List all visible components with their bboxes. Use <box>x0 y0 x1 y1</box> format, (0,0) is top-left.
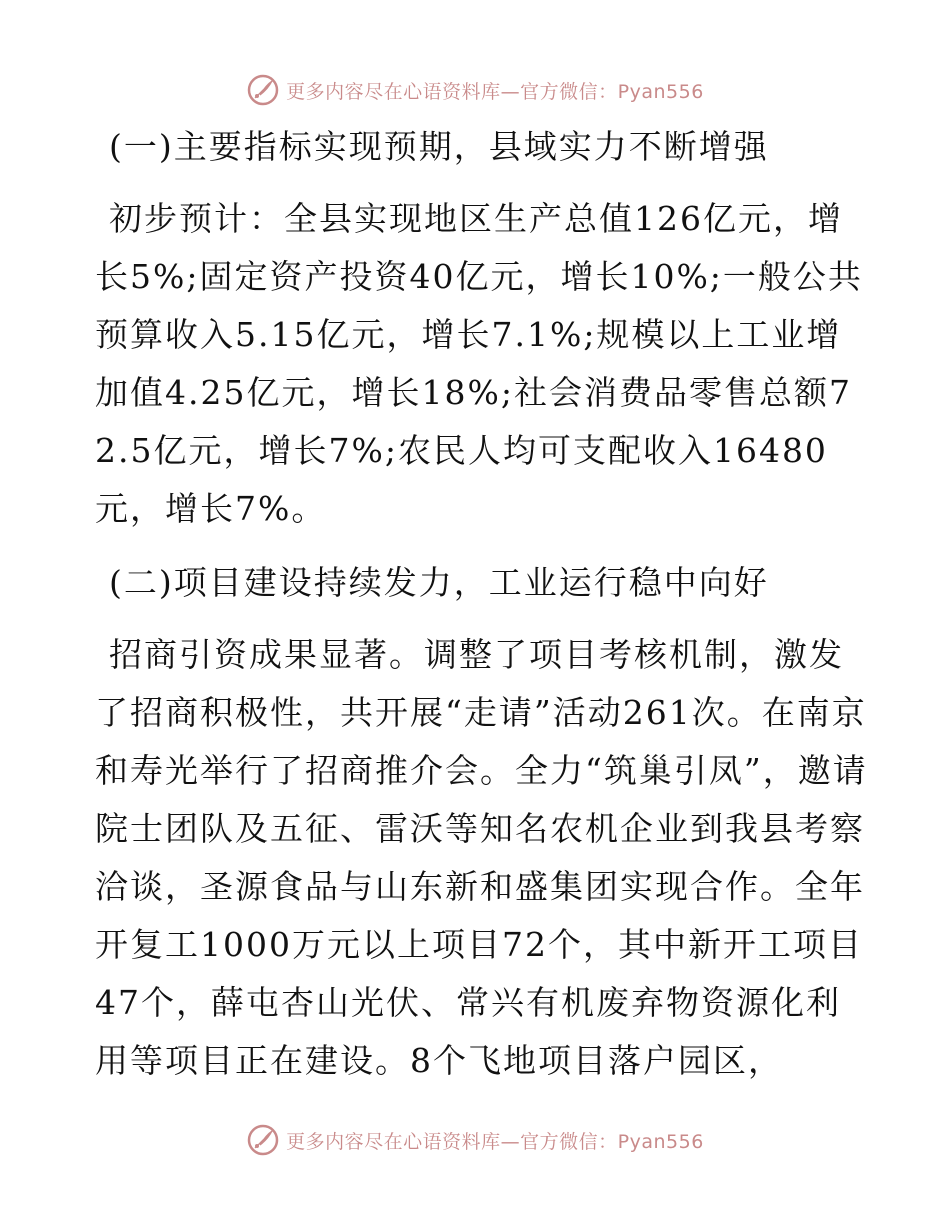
watermark-text: 更多内容尽在心语资料库—官方微信：Pyan556 <box>286 1130 704 1153</box>
watermark-text: 更多内容尽在心语资料库—官方微信：Pyan556 <box>286 80 704 103</box>
section-paragraph-2: 招商引资成果显著。调整了项目考核机制，激发了招商积极性，共开展“走请”活动261次。在南京和寿光举行了招商推介会。全力“筑巢引凤”，邀请院士团队及五征、雷沃等知名农机企业到我县考察洽谈，圣源食品与山东新和盛集团实现合作。全年开复工1000万元以上项目72个，其中新开工项目47个，薛屯杏山光伏、常兴有机废弃物资源化利用等项目正在建设。8个飞地项目落户园区， <box>95 635 868 1080</box>
section-heading-1: (一)主要指标实现预期，县域实力不断增强 <box>109 127 769 166</box>
feather-pen-logo-icon <box>246 73 280 107</box>
watermark-footer <box>0 1120 950 1160</box>
section-paragraph-1: 初步预计：全县实现地区生产总值126亿元，增长5%;固定资产投资40亿元，增长10%;一般公共预算收入5.15亿元，增长7.1%;规模以上工业增加值4.25亿元，增长18%;社会消费品零售总额72.5亿元，增长7%;农民人均可支配收入16480元，增长7%。 <box>95 199 863 528</box>
watermark-header <box>0 70 950 110</box>
section-heading-2: (二)项目建设持续发力，工业运行稳中向好 <box>109 563 769 602</box>
document-body <box>95 118 875 1090</box>
feather-pen-logo-icon <box>246 1123 280 1157</box>
